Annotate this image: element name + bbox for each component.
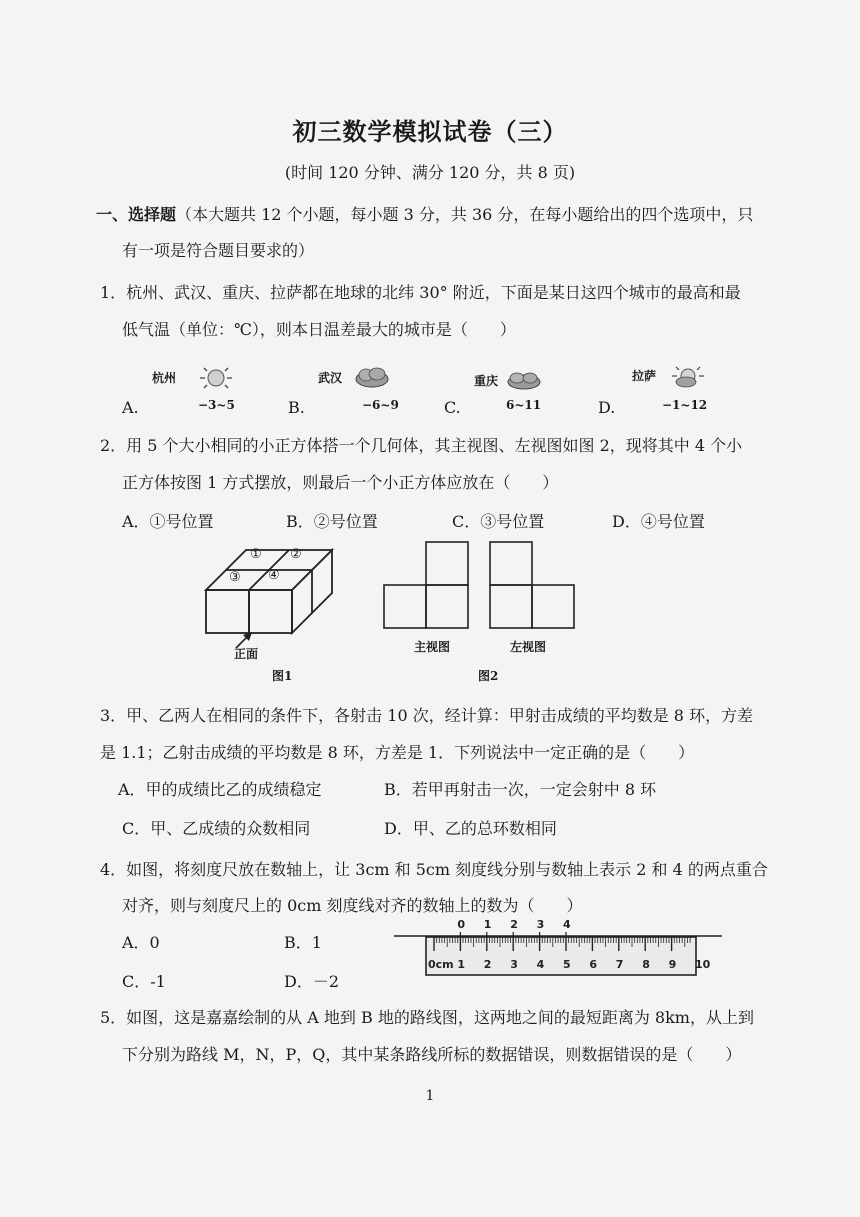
q1-option-c-temp: 6~11 — [506, 398, 542, 412]
cube-front-face — [206, 590, 249, 633]
q4-option-a: A．0 — [122, 933, 160, 952]
q2-position-3: ③ — [229, 570, 241, 585]
ruler-label: 8 — [642, 958, 650, 971]
ruler-label: 6 — [589, 958, 598, 971]
page-title: 初三数学模拟试卷（三） — [292, 117, 568, 146]
cube-front-face — [249, 590, 292, 633]
q1-stem-line2: 低气温（单位：℃），则本日温差最大的城市是（ ） — [122, 320, 516, 339]
ruler-label: 4 — [536, 958, 545, 971]
q1-option-d-letter: D. — [598, 398, 616, 417]
q3-stem-line2: 是 1.1；乙射击成绩的平均数是 8 环，方差是 1．下列说法中一定正确的是（ ） — [100, 743, 695, 762]
axis-label: 3 — [536, 918, 545, 931]
q2-figure1-caption: 图1 — [272, 669, 293, 683]
section-instruction-line2: 有一项是符合题目要求的） — [122, 241, 315, 260]
ruler-label: 3 — [510, 958, 518, 971]
q2-front-view-label: 主视图 — [414, 640, 451, 654]
q1-option-b-city: 武汉 — [318, 371, 343, 385]
q1-option-a-temp: −3~5 — [198, 398, 235, 412]
axis-label: 2 — [510, 918, 518, 931]
ruler-label: 7 — [615, 958, 624, 971]
q2-position-4: ④ — [268, 568, 280, 583]
q2-left-view-label: 左视图 — [510, 640, 547, 654]
q3-option-b: B．若甲再射击一次，一定会射中 8 环 — [384, 780, 657, 799]
axis-label: 4 — [563, 918, 571, 931]
q2-front-view — [380, 540, 475, 632]
q2-figure2-caption: 图2 — [478, 669, 499, 683]
q5-stem-line2: 下分别为路线 M，N，P，Q，其中某条路线所标的数据错误，则数据错误的是（ ） — [122, 1045, 742, 1064]
q1-option-c-city: 重庆 — [474, 374, 499, 388]
section-heading: 一、选择题 — [96, 205, 177, 224]
page-subtitle: (时间 120 分钟、满分 120 分，共 8 页) — [284, 163, 576, 182]
page-number: 1 — [425, 1088, 435, 1104]
q3-option-c: C．甲、乙成绩的众数相同 — [122, 819, 311, 838]
q2-option-a: A．①号位置 — [122, 512, 214, 531]
ruler-label: 5 — [563, 958, 571, 971]
q2-option-c: C．③号位置 — [452, 512, 545, 531]
ruler-label: 10 — [695, 958, 711, 971]
q4-option-c: C．-1 — [122, 972, 166, 991]
axis-label: 1 — [483, 918, 492, 931]
q1-option-b-letter: B. — [288, 398, 305, 417]
q2-figure1-cubes — [200, 540, 340, 665]
q3-option-a: A．甲的成绩比乙的成绩稳定 — [118, 780, 322, 799]
q3-option-d: D．甲、乙的总环数相同 — [384, 819, 557, 838]
cloud-icon — [504, 368, 544, 392]
q1-option-a-city: 杭州 — [152, 371, 177, 385]
ruler-label: 2 — [483, 958, 492, 971]
q2-position-2: ② — [290, 547, 302, 562]
q2-option-d: D．④号位置 — [612, 512, 705, 531]
q1-option-d-city: 拉萨 — [632, 369, 657, 383]
q2-stem-line1: 2．用 5 个大小相同的小正方体搭一个几何体，其主视图、左视图如图 2，现将其中 4 个小 — [100, 436, 743, 455]
q4-option-b: B．1 — [284, 933, 322, 952]
cloud-icon — [352, 364, 392, 390]
axis-label: 0 — [457, 918, 466, 931]
q2-front-label: 正面 — [234, 647, 259, 661]
ruler-label: 0cm — [428, 958, 454, 971]
q1-option-a-letter: A. — [122, 398, 139, 417]
q4-stem-line2: 对齐，则与刻度尺上的 0cm 刻度线对齐的数轴上的数为（ ） — [122, 896, 583, 915]
ruler-label: 9 — [668, 958, 677, 971]
q1-option-d-temp: −1~12 — [662, 398, 708, 412]
q2-left-view — [486, 540, 581, 632]
q1-stem-line1: 1．杭州、武汉、重庆、拉萨都在地球的北纬 30° 附近，下面是某日这四个城市的最高和最 — [100, 283, 741, 302]
q2-stem-line2: 正方体按图 1 方式摆放，则最后一个小正方体应放在（ ） — [122, 473, 559, 492]
q4-ruler-figure — [392, 912, 728, 984]
q4-option-d: D．－2 — [284, 972, 340, 991]
q2-option-b: B．②号位置 — [286, 512, 378, 531]
q3-stem-line1: 3．甲、乙两人在相同的条件下，各射击 10 次，经计算：甲射击成绩的平均数是 8 环，方差 — [100, 706, 754, 725]
section-instruction-line1 — [96, 202, 753, 225]
q2-position-1: ① — [250, 547, 262, 562]
q1-option-c-letter: C. — [444, 398, 461, 417]
q4-stem-line1: 4．如图，将刻度尺放在数轴上，让 3cm 和 5cm 刻度线分别与数轴上表示 2 和 4 的两点重合 — [100, 860, 768, 879]
section-instruction-text: （本大题共 12 个小题，每小题 3 分，共 36 分，在每小题给出的四个选项中，只 — [176, 205, 754, 224]
q5-stem-line1: 5．如图，这是嘉嘉绘制的从 A 地到 B 地的路线图，这两地之间的最短距离为 8km，从上到 — [100, 1008, 754, 1027]
sun-cloud-icon — [666, 364, 706, 390]
sun-icon — [196, 364, 236, 390]
q1-option-b-temp: −6~9 — [362, 398, 399, 412]
ruler-label: 1 — [457, 958, 466, 971]
